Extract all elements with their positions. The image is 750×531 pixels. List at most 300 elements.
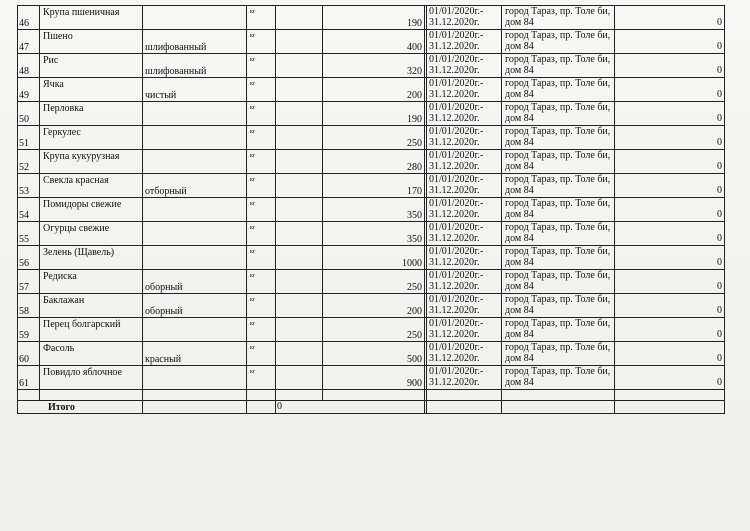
period xyxy=(429,6,483,28)
quantity: 170 xyxy=(407,186,422,197)
table-row xyxy=(18,294,725,318)
period-cell xyxy=(427,30,502,54)
unit: кг xyxy=(250,129,256,135)
empty-cell xyxy=(276,366,323,390)
unit: кг xyxy=(250,369,256,375)
period-end: 31.12.2020г. xyxy=(429,329,480,340)
final-value: 0 xyxy=(717,161,722,172)
address xyxy=(505,246,610,268)
address-cell xyxy=(502,174,615,198)
period xyxy=(429,222,483,244)
unit-cell xyxy=(247,30,276,54)
final-value: 0 xyxy=(717,377,722,388)
table-row xyxy=(18,30,725,54)
quantity: 250 xyxy=(407,282,422,293)
unit-cell xyxy=(247,174,276,198)
period-cell xyxy=(427,366,502,390)
item-name-cell xyxy=(40,78,143,102)
item-spec-cell xyxy=(143,198,247,222)
address-cell xyxy=(502,6,615,30)
unit: кг xyxy=(250,105,256,111)
table-body xyxy=(18,6,725,414)
unit-cell xyxy=(247,6,276,30)
total-label: Итого xyxy=(48,402,75,413)
address xyxy=(505,6,610,28)
unit-cell xyxy=(247,222,276,246)
item-name: Крупа пшеничная xyxy=(43,7,120,18)
final-value: 0 xyxy=(717,17,722,28)
period-cell xyxy=(427,270,502,294)
unit-cell xyxy=(247,270,276,294)
unit-cell xyxy=(247,102,276,126)
period xyxy=(429,150,483,172)
address-line-1: город Тараз, пр. Толе би, xyxy=(505,318,611,329)
final-value: 0 xyxy=(717,329,722,340)
zero-value xyxy=(425,234,426,245)
item-name-cell xyxy=(40,150,143,174)
address-line-2: дом 84 xyxy=(505,137,534,148)
table-row xyxy=(18,222,725,246)
period-start: 01/01/2020г.- xyxy=(429,198,484,209)
quantity-cell xyxy=(323,30,425,54)
item-spec: чистый xyxy=(145,90,177,101)
period-start: 01/01/2020г.- xyxy=(429,30,484,41)
total-label-cell xyxy=(18,401,143,414)
unit-cell xyxy=(247,54,276,78)
period-start: 01/01/2020г.- xyxy=(429,6,484,17)
row-number: 60 xyxy=(19,354,29,365)
table-row xyxy=(18,198,725,222)
quantity: 250 xyxy=(407,138,422,149)
final-cell xyxy=(615,198,725,222)
address-line-2: дом 84 xyxy=(505,305,534,316)
row-number: 50 xyxy=(19,114,29,125)
zero-value xyxy=(425,42,426,53)
address xyxy=(505,150,610,172)
address-line-1: город Тараз, пр. Толе би, xyxy=(505,150,611,161)
quantity: 1000 xyxy=(402,258,422,269)
period-start: 01/01/2020г.- xyxy=(429,54,484,65)
address-line-2: дом 84 xyxy=(505,233,534,244)
address-line-2: дом 84 xyxy=(505,41,534,52)
table-row xyxy=(18,6,725,30)
empty-cell xyxy=(502,390,615,401)
period-cell xyxy=(427,246,502,270)
period-end: 31.12.2020г. xyxy=(429,353,480,364)
final-cell xyxy=(615,150,725,174)
address-cell xyxy=(502,222,615,246)
period-cell xyxy=(427,342,502,366)
empty-cell xyxy=(276,6,323,30)
unit: кг xyxy=(250,153,256,159)
zero-value xyxy=(425,186,426,197)
unit: кг xyxy=(250,33,256,39)
period-end: 31.12.2020г. xyxy=(429,41,480,52)
zero-value xyxy=(425,306,426,317)
unit-cell xyxy=(247,126,276,150)
row-number: 57 xyxy=(19,282,29,293)
final-value: 0 xyxy=(717,281,722,292)
row-number: 61 xyxy=(19,378,29,389)
address-line-2: дом 84 xyxy=(505,329,534,340)
unit-cell xyxy=(247,318,276,342)
unit: кг xyxy=(250,321,256,327)
blank-row xyxy=(18,390,725,401)
empty-cell xyxy=(276,54,323,78)
period-cell xyxy=(427,102,502,126)
period-start: 01/01/2020г.- xyxy=(429,222,484,233)
item-spec: отборный xyxy=(145,186,187,197)
period xyxy=(429,318,483,340)
row-number-cell xyxy=(18,78,40,102)
item-name: Зелень (Щавель) xyxy=(43,247,115,258)
empty-cell xyxy=(276,390,323,401)
period xyxy=(429,198,483,220)
empty-cell xyxy=(18,390,40,401)
address xyxy=(505,270,610,292)
address xyxy=(505,222,610,244)
quantity: 320 xyxy=(407,66,422,77)
final-value: 0 xyxy=(717,137,722,148)
final-value: 0 xyxy=(717,113,722,124)
quantity: 280 xyxy=(407,162,422,173)
zero-value xyxy=(425,66,426,77)
row-number: 52 xyxy=(19,162,29,173)
zero-value xyxy=(425,90,426,101)
final-cell xyxy=(615,366,725,390)
item-name: Баклажан xyxy=(43,295,85,306)
row-number: 56 xyxy=(19,258,29,269)
address-line-1: город Тараз, пр. Толе би, xyxy=(505,174,611,185)
item-name-cell xyxy=(40,342,143,366)
final-cell xyxy=(615,270,725,294)
empty-cell xyxy=(323,390,425,401)
row-number-cell xyxy=(18,30,40,54)
address-line-2: дом 84 xyxy=(505,377,534,388)
item-spec-cell xyxy=(143,54,247,78)
total-sum: 0 xyxy=(277,401,282,412)
address-cell xyxy=(502,318,615,342)
item-name: Пшено xyxy=(43,31,73,42)
quantity-cell xyxy=(323,270,425,294)
address-line-2: дом 84 xyxy=(505,353,534,364)
address-line-2: дом 84 xyxy=(505,65,534,76)
row-number-cell xyxy=(18,342,40,366)
empty-cell xyxy=(276,318,323,342)
final-cell xyxy=(615,30,725,54)
item-name: Свекла красная xyxy=(43,175,109,186)
period-cell xyxy=(427,318,502,342)
item-spec-cell xyxy=(143,318,247,342)
empty-cell xyxy=(276,78,323,102)
row-number: 46 xyxy=(19,18,29,29)
address-cell xyxy=(502,54,615,78)
empty-cell xyxy=(143,390,247,401)
address-cell xyxy=(502,270,615,294)
item-name-cell xyxy=(40,174,143,198)
quantity: 190 xyxy=(407,114,422,125)
period xyxy=(429,342,483,364)
address xyxy=(505,318,610,340)
address-line-1: город Тараз, пр. Толе би, xyxy=(505,198,611,209)
empty-cell xyxy=(247,401,276,414)
item-name: Геркулес xyxy=(43,127,81,138)
empty-cell xyxy=(276,102,323,126)
row-number-cell xyxy=(18,174,40,198)
address-line-1: город Тараз, пр. Толе би, xyxy=(505,342,611,353)
item-name: Помидоры свежие xyxy=(43,199,122,210)
unit: кг xyxy=(250,225,256,231)
unit: кг xyxy=(250,81,256,87)
address-line-1: город Тараз, пр. Толе би, xyxy=(505,270,611,281)
quantity-cell xyxy=(323,366,425,390)
final-cell xyxy=(615,174,725,198)
period-end: 31.12.2020г. xyxy=(429,233,480,244)
item-spec-cell xyxy=(143,150,247,174)
final-value: 0 xyxy=(717,233,722,244)
quantity: 500 xyxy=(407,354,422,365)
unit: кг xyxy=(250,297,256,303)
address-cell xyxy=(502,294,615,318)
address xyxy=(505,30,610,52)
period xyxy=(429,126,483,148)
period-start: 01/01/2020г.- xyxy=(429,246,484,257)
final-cell xyxy=(615,102,725,126)
item-spec-cell xyxy=(143,30,247,54)
zero-value xyxy=(425,138,426,149)
period xyxy=(429,174,483,196)
row-number: 59 xyxy=(19,330,29,341)
address-line-2: дом 84 xyxy=(505,185,534,196)
final-value: 0 xyxy=(717,257,722,268)
period-start: 01/01/2020г.- xyxy=(429,318,484,329)
unit-cell xyxy=(247,150,276,174)
item-name-cell xyxy=(40,294,143,318)
quantity-cell xyxy=(323,6,425,30)
zero-value xyxy=(425,258,426,269)
period xyxy=(429,366,483,388)
table-row xyxy=(18,78,725,102)
empty-cell xyxy=(276,246,323,270)
item-spec: оборный xyxy=(145,282,183,293)
address-cell xyxy=(502,78,615,102)
quantity-cell xyxy=(323,318,425,342)
item-spec-cell xyxy=(143,174,247,198)
empty-cell xyxy=(247,390,276,401)
table-row xyxy=(18,126,725,150)
table-row xyxy=(18,54,725,78)
item-name: Перловка xyxy=(43,103,84,114)
address xyxy=(505,102,610,124)
item-name-cell xyxy=(40,6,143,30)
empty-cell xyxy=(427,390,502,401)
period-cell xyxy=(427,174,502,198)
period-cell xyxy=(427,78,502,102)
unit: кг xyxy=(250,345,256,351)
item-spec-cell xyxy=(143,294,247,318)
address-line-1: город Тараз, пр. Толе би, xyxy=(505,126,611,137)
period xyxy=(429,294,483,316)
address-line-2: дом 84 xyxy=(505,281,534,292)
procurement-table xyxy=(17,5,725,414)
quantity-cell xyxy=(323,150,425,174)
period-end: 31.12.2020г. xyxy=(429,281,480,292)
period-cell xyxy=(427,222,502,246)
item-name-cell xyxy=(40,318,143,342)
address-line-1: город Тараз, пр. Толе би, xyxy=(505,78,611,89)
period-cell xyxy=(427,54,502,78)
item-name-cell xyxy=(40,102,143,126)
zero-value xyxy=(425,378,426,389)
item-name-cell xyxy=(40,54,143,78)
quantity-cell xyxy=(323,198,425,222)
table-row xyxy=(18,174,725,198)
item-spec-cell xyxy=(143,126,247,150)
unit-cell xyxy=(247,342,276,366)
unit: кг xyxy=(250,9,256,15)
period-end: 31.12.2020г. xyxy=(429,209,480,220)
row-number-cell xyxy=(18,270,40,294)
address xyxy=(505,294,610,316)
zero-value xyxy=(425,162,426,173)
address xyxy=(505,78,610,100)
period-end: 31.12.2020г. xyxy=(429,17,480,28)
final-cell xyxy=(615,342,725,366)
final-value: 0 xyxy=(717,41,722,52)
address-cell xyxy=(502,366,615,390)
unit: кг xyxy=(250,177,256,183)
total-sum-cell xyxy=(276,401,425,414)
empty-cell xyxy=(276,222,323,246)
item-name: Ячка xyxy=(43,79,64,90)
period-cell xyxy=(427,126,502,150)
quantity: 200 xyxy=(407,306,422,317)
item-spec-cell xyxy=(143,270,247,294)
period-end: 31.12.2020г. xyxy=(429,185,480,196)
empty-cell xyxy=(427,401,502,414)
quantity: 200 xyxy=(407,90,422,101)
period xyxy=(429,30,483,52)
row-number-cell xyxy=(18,198,40,222)
final-value: 0 xyxy=(717,89,722,100)
period xyxy=(429,54,483,76)
row-number-cell xyxy=(18,366,40,390)
quantity-cell xyxy=(323,294,425,318)
final-cell xyxy=(615,246,725,270)
period-end: 31.12.2020г. xyxy=(429,257,480,268)
row-number: 55 xyxy=(19,234,29,245)
row-number: 53 xyxy=(19,186,29,197)
address-line-1: город Тараз, пр. Толе би, xyxy=(505,6,611,17)
address-cell xyxy=(502,342,615,366)
period xyxy=(429,78,483,100)
final-value: 0 xyxy=(717,305,722,316)
table-row xyxy=(18,270,725,294)
row-number: 48 xyxy=(19,66,29,77)
period-cell xyxy=(427,6,502,30)
unit-cell xyxy=(247,294,276,318)
row-number-cell xyxy=(18,54,40,78)
period-start: 01/01/2020г.- xyxy=(429,270,484,281)
empty-cell xyxy=(276,342,323,366)
period xyxy=(429,270,483,292)
address xyxy=(505,342,610,364)
item-name: Повидло яблочное xyxy=(43,367,122,378)
address-line-2: дом 84 xyxy=(505,161,534,172)
item-name: Огурцы свежие xyxy=(43,223,110,234)
period-end: 31.12.2020г. xyxy=(429,137,480,148)
item-spec-cell xyxy=(143,342,247,366)
address-line-2: дом 84 xyxy=(505,257,534,268)
row-number-cell xyxy=(18,318,40,342)
item-spec-cell xyxy=(143,102,247,126)
row-number-cell xyxy=(18,222,40,246)
quantity-cell xyxy=(323,54,425,78)
unit-cell xyxy=(247,246,276,270)
item-spec: шлифованный xyxy=(145,42,207,53)
address-cell xyxy=(502,30,615,54)
row-number-cell xyxy=(18,150,40,174)
address-line-1: город Тараз, пр. Толе би, xyxy=(505,102,611,113)
item-spec-cell xyxy=(143,78,247,102)
address-cell xyxy=(502,102,615,126)
period-cell xyxy=(427,294,502,318)
item-name: Перец болгарский xyxy=(43,319,121,330)
address-line-1: город Тараз, пр. Толе би, xyxy=(505,222,611,233)
final-cell xyxy=(615,294,725,318)
address-cell xyxy=(502,246,615,270)
item-name-cell xyxy=(40,270,143,294)
zero-value xyxy=(425,282,426,293)
final-cell xyxy=(615,222,725,246)
quantity-cell xyxy=(323,222,425,246)
address-line-1: город Тараз, пр. Толе би, xyxy=(505,366,611,377)
row-number: 47 xyxy=(19,42,29,53)
final-cell xyxy=(615,318,725,342)
empty-cell xyxy=(276,270,323,294)
empty-cell xyxy=(276,30,323,54)
row-number: 58 xyxy=(19,306,29,317)
zero-value xyxy=(425,210,426,221)
address-line-2: дом 84 xyxy=(505,209,534,220)
address-cell xyxy=(502,150,615,174)
unit: кг xyxy=(250,57,256,63)
period-start: 01/01/2020г.- xyxy=(429,294,484,305)
quantity: 400 xyxy=(407,42,422,53)
final-value: 0 xyxy=(717,353,722,364)
item-name-cell xyxy=(40,222,143,246)
zero-value xyxy=(425,114,426,125)
period-start: 01/01/2020г.- xyxy=(429,174,484,185)
quantity: 250 xyxy=(407,330,422,341)
empty-cell xyxy=(276,126,323,150)
unit: кг xyxy=(250,273,256,279)
table-row xyxy=(18,150,725,174)
row-number-cell xyxy=(18,246,40,270)
address-line-1: город Тараз, пр. Толе би, xyxy=(505,246,611,257)
zero-value xyxy=(425,330,426,341)
period-end: 31.12.2020г. xyxy=(429,305,480,316)
address-line-2: дом 84 xyxy=(505,17,534,28)
quantity-cell xyxy=(323,126,425,150)
empty-cell xyxy=(276,294,323,318)
period xyxy=(429,102,483,124)
empty-cell xyxy=(615,390,725,401)
address-cell xyxy=(502,126,615,150)
period-start: 01/01/2020г.- xyxy=(429,102,484,113)
item-name: Фасоль xyxy=(43,343,75,354)
final-cell xyxy=(615,6,725,30)
